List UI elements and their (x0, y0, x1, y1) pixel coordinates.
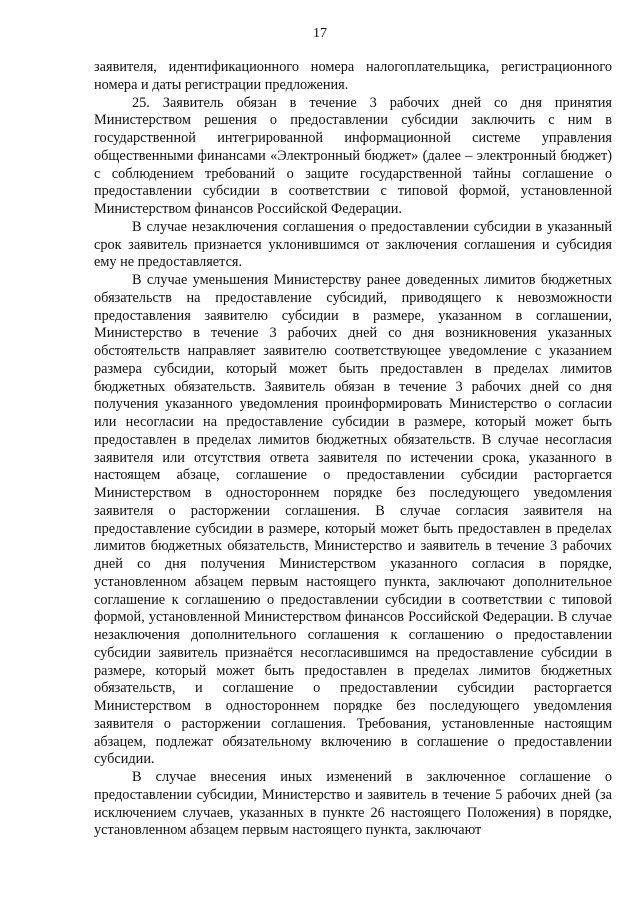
page-number: 17 (313, 26, 327, 41)
paragraph-limits-reduction: В случае уменьшения Министерству ранее доведенных лимитов бюджетных обязательств на предоставление субсидий, приводящего к невозможности предоставления заявителю субсидии в размере, указанном в соглашении, Министерство в течение 3 рабочих дней со дня возникновения указанных обстоятельств направляет заявителю соответствующее уведомление с указанием размера субсидии, который может быть предоставлен в пределах лимитов бюджетных обязательств. Заявитель обязан в течение 3 рабочих дней со дня получения указанного уведомления проинформировать Министерство о согласии или несогласии на предоставление субсидии в размере, который может быть предоставлен в пределах лимитов бюджетных обязательств. В случае несогласия заявителя или отсутствия ответа заявителя по истечении срока, указанного в настоящем абзаце, соглашение о предоставлении субсидии расторгается Министерством в одностороннем порядке без последующего уведомления заявителя о расторжении соглашения. В случае согласия заявителя на предоставление субсидии в размере, который может быть предоставлен в пределах лимитов бюджетных обязательств, Министерство и заявитель в течение 3 рабочих дней со дня получения Министерством указанного согласия в порядке, установленном абзацем первым настоящего пункта, заключают дополнительное соглашение к соглашению о предоставлении субсидии в соответствии с типовой формой, установленной Министерством финансов Российской Федерации. В случае незаключения дополнительного соглашения к соглашению о предоставлении субсидии заявитель признаётся несогласившимся на предоставление субсидии в размере, который может быть предоставлен в пределах лимитов бюджетных обязательств, и соглашение о предоставлении субсидии расторгается Министерством в одностороннем порядке без последующего уведомления заявителя о расторжении соглашения. Требования, установленные настоящим абзацем, подлежат обязательному включению в соглашение о предоставлении субсидии. (94, 272, 612, 768)
paragraph-non-conclusion: В случае незаключения соглашения о предоставлении субсидии в указанный срок заявитель признается уклонившимся от заключения соглашения и субсидия ему не предоставляется. (94, 218, 612, 271)
paragraph-continuation: заявителя, идентификационного номера налогоплательщика, регистрационного номера и даты регистрации предложения. (94, 59, 612, 93)
document-body (94, 59, 612, 840)
paragraph-other-changes: В случае внесения иных изменений в заключенное соглашение о предоставлении субсидии, Министерство и заявитель в течение 5 рабочих дней (за исключением случаев, указанных в пункте 26 настоящего Положения) в порядке, установленном абзацем первым настоящего пункта, заключают (94, 769, 612, 839)
paragraph-item-25: 25. Заявитель обязан в течение 3 рабочих дней со дня принятия Министерством решения о предоставлении субсидии заключить с ним в государственной интегрированной информационной системе управления общественными финансами «Электронный бюджет» (далее – электронный бюджет) с соблюдением требований о защите государственной тайны соглашение о предоставлении субсидии в соответствии с типовой формой, установленной Министерством финансов Российской Федерации. (94, 94, 612, 217)
